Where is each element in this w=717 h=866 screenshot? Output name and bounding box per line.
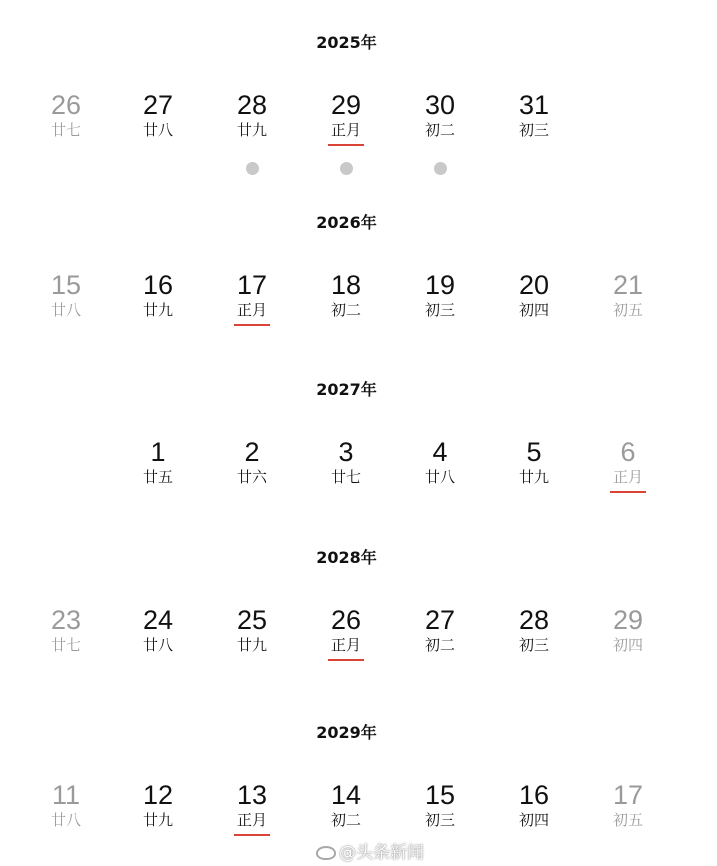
day-cell[interactable] xyxy=(494,270,574,319)
day-number: 20 xyxy=(518,270,550,300)
day-cell-new-year[interactable] xyxy=(306,90,386,146)
day-number: 2 xyxy=(244,437,260,467)
day-number: 28 xyxy=(236,90,268,120)
lunar-date: 廿八 xyxy=(424,468,455,486)
day-number: 18 xyxy=(330,270,362,300)
lunar-date: 廿七 xyxy=(50,636,81,654)
day-cell[interactable] xyxy=(26,90,106,139)
day-number: 28 xyxy=(518,605,550,635)
lunar-date: 初四 xyxy=(518,811,549,829)
lunar-date: 正月 xyxy=(236,811,267,829)
day-number: 12 xyxy=(142,780,174,810)
lunar-date: 廿九 xyxy=(142,301,173,319)
day-cell[interactable] xyxy=(26,780,106,829)
day-number: 3 xyxy=(338,437,354,467)
lunar-date: 初二 xyxy=(424,121,455,139)
day-cell[interactable] xyxy=(306,270,386,319)
lunar-date: 初三 xyxy=(424,811,455,829)
day-cell[interactable] xyxy=(306,780,386,829)
lunar-date: 廿七 xyxy=(50,121,81,139)
new-year-underline xyxy=(328,659,364,661)
lunar-date: 初四 xyxy=(612,636,643,654)
year-title: 2025年 xyxy=(316,33,377,52)
lunar-date: 廿七 xyxy=(330,468,361,486)
lunar-date: 廿八 xyxy=(50,301,81,319)
day-cell[interactable] xyxy=(400,780,480,829)
day-cell[interactable] xyxy=(494,780,574,829)
watermark xyxy=(316,838,424,863)
day-cell[interactable] xyxy=(306,437,386,486)
day-number: 11 xyxy=(51,780,81,810)
year-title: 2029年 xyxy=(316,723,377,742)
day-number: 13 xyxy=(236,780,268,810)
lunar-date: 廿五 xyxy=(142,468,173,486)
lunar-date: 初四 xyxy=(518,301,549,319)
day-number: 26 xyxy=(50,90,82,120)
lunar-date: 初二 xyxy=(330,811,361,829)
day-number: 17 xyxy=(236,270,268,300)
day-number: 29 xyxy=(330,90,362,120)
day-number: 19 xyxy=(424,270,456,300)
day-cell[interactable] xyxy=(26,605,106,654)
day-cell-new-year[interactable] xyxy=(212,270,292,326)
new-year-underline xyxy=(328,144,364,146)
lunar-date: 初五 xyxy=(612,811,643,829)
day-cell[interactable] xyxy=(212,437,292,486)
day-number: 27 xyxy=(142,90,174,120)
watermark-text: @头条新闻 xyxy=(339,843,424,863)
lunar-date: 初二 xyxy=(424,636,455,654)
day-number: 26 xyxy=(330,605,362,635)
day-cell[interactable] xyxy=(118,780,198,829)
new-year-underline xyxy=(234,834,270,836)
lunar-date: 初三 xyxy=(518,121,549,139)
day-cell[interactable] xyxy=(494,437,574,486)
day-number: 17 xyxy=(612,780,644,810)
day-number: 29 xyxy=(612,605,644,635)
day-cell[interactable] xyxy=(588,605,668,654)
lunar-date: 廿六 xyxy=(236,468,267,486)
page-indicator-dot[interactable] xyxy=(340,162,353,175)
day-number: 6 xyxy=(620,437,636,467)
day-cell[interactable] xyxy=(118,90,198,139)
day-cell[interactable] xyxy=(212,90,292,139)
year-title: 2027年 xyxy=(316,380,377,399)
day-cell[interactable] xyxy=(400,270,480,319)
day-cell[interactable] xyxy=(118,437,198,486)
day-cell[interactable] xyxy=(118,270,198,319)
new-year-underline xyxy=(610,491,646,493)
day-cell[interactable] xyxy=(26,270,106,319)
day-number: 30 xyxy=(424,90,456,120)
lunar-date: 廿八 xyxy=(142,121,173,139)
day-cell[interactable] xyxy=(400,437,480,486)
day-number: 15 xyxy=(424,780,456,810)
day-cell-new-year[interactable] xyxy=(306,605,386,661)
day-cell[interactable] xyxy=(400,605,480,654)
day-number: 1 xyxy=(150,437,166,467)
weibo-logo-icon xyxy=(316,846,336,860)
lunar-date: 廿九 xyxy=(236,121,267,139)
lunar-date: 正月 xyxy=(330,121,361,139)
day-number: 4 xyxy=(432,437,448,467)
lunar-date: 初五 xyxy=(612,301,643,319)
day-cell[interactable] xyxy=(118,605,198,654)
day-cell[interactable] xyxy=(212,605,292,654)
new-year-underline xyxy=(234,324,270,326)
lunar-date: 廿八 xyxy=(142,636,173,654)
lunar-date: 正月 xyxy=(236,301,267,319)
lunar-date: 正月 xyxy=(330,636,361,654)
year-title: 2026年 xyxy=(316,213,377,232)
year-title: 2028年 xyxy=(316,548,377,567)
day-cell[interactable] xyxy=(588,270,668,319)
day-number: 31 xyxy=(518,90,550,120)
lunar-date: 初二 xyxy=(330,301,361,319)
day-number: 27 xyxy=(424,605,456,635)
lunar-date: 廿九 xyxy=(142,811,173,829)
day-number: 5 xyxy=(526,437,542,467)
lunar-date: 初三 xyxy=(518,636,549,654)
day-number: 24 xyxy=(142,605,174,635)
day-number: 25 xyxy=(236,605,268,635)
day-number: 23 xyxy=(50,605,82,635)
lunar-date: 廿九 xyxy=(236,636,267,654)
page-indicator-dot[interactable] xyxy=(434,162,447,175)
lunar-date: 初三 xyxy=(424,301,455,319)
day-cell-new-year[interactable] xyxy=(588,437,668,493)
page-indicator-dot[interactable] xyxy=(246,162,259,175)
day-cell[interactable] xyxy=(494,605,574,654)
day-cell[interactable] xyxy=(588,780,668,829)
day-cell-new-year[interactable] xyxy=(212,780,292,836)
day-number: 15 xyxy=(50,270,82,300)
day-number: 14 xyxy=(330,780,362,810)
day-cell[interactable] xyxy=(400,90,480,139)
lunar-date: 廿九 xyxy=(518,468,549,486)
lunar-date: 廿八 xyxy=(50,811,81,829)
day-number: 16 xyxy=(142,270,174,300)
day-number: 16 xyxy=(518,780,550,810)
lunar-date: 正月 xyxy=(612,468,643,486)
day-number: 21 xyxy=(612,270,644,300)
day-cell[interactable] xyxy=(494,90,574,139)
